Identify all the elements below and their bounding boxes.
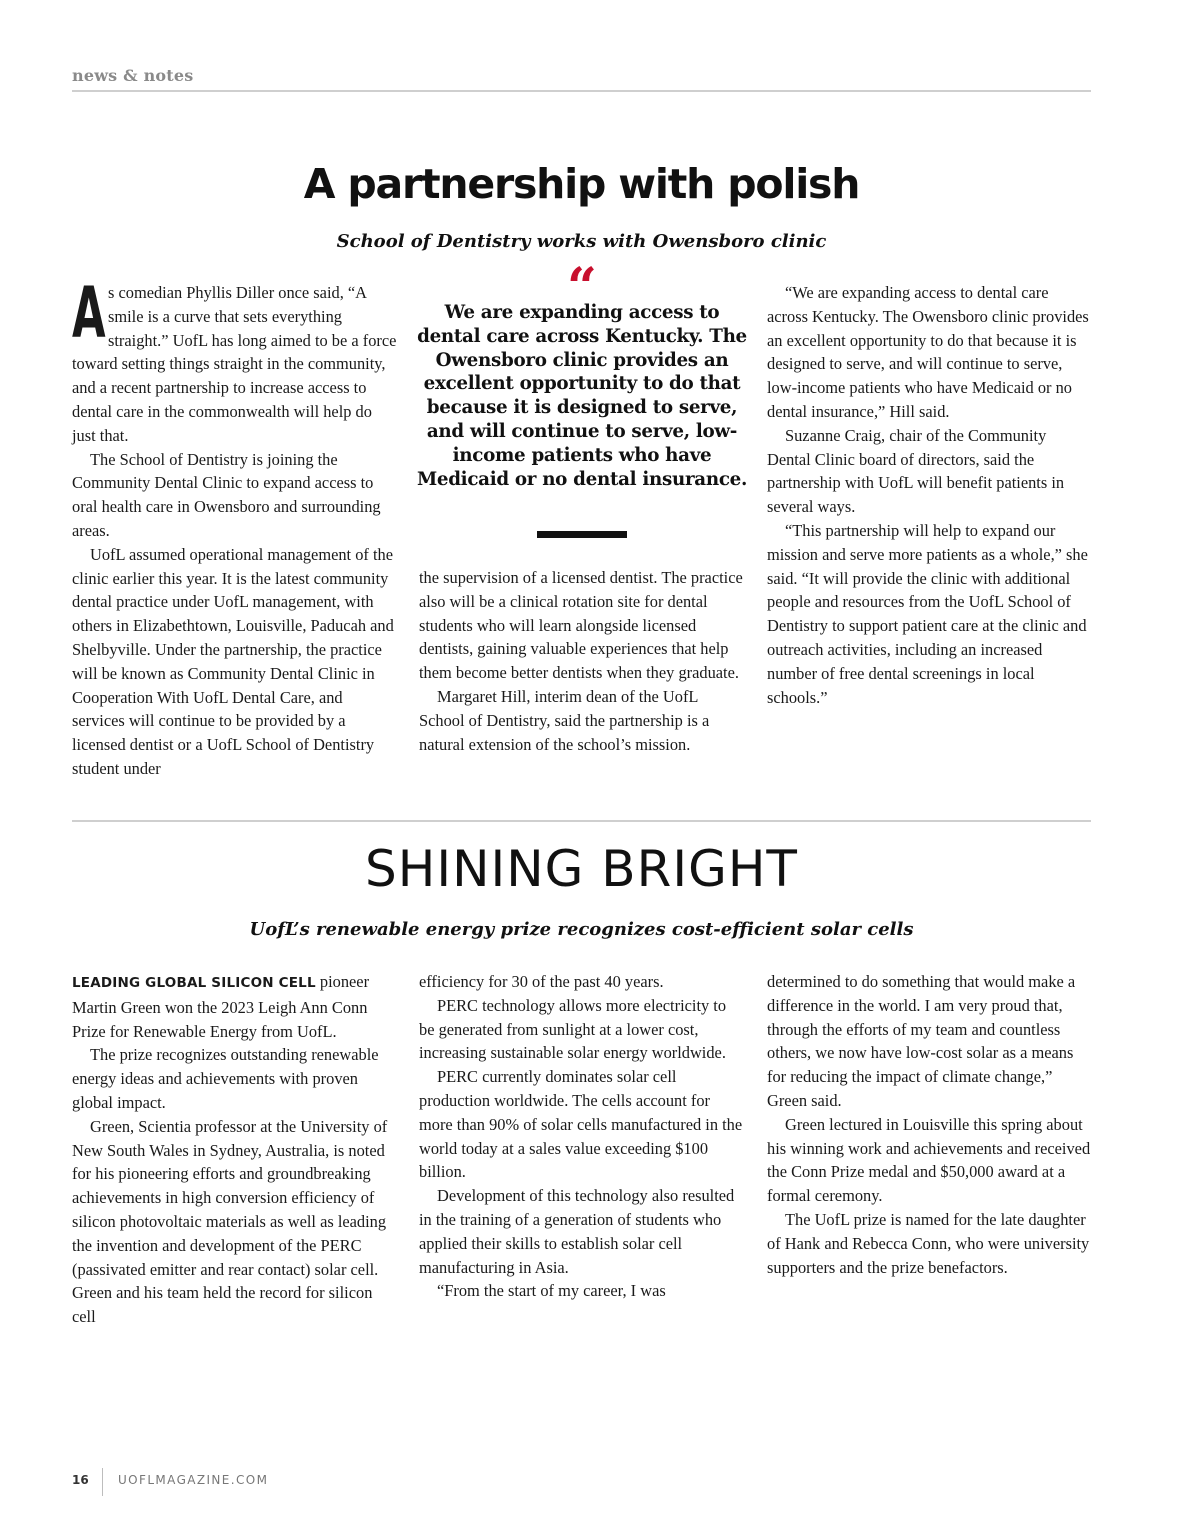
article2-col1-para-1 bbox=[72, 970, 398, 1043]
article2-col3-para-2: Green lectured in Louisville this spring about his winning work and achievements and received the Conn Prize medal and $50,000 award at a formal ceremony. bbox=[767, 1114, 1091, 1206]
article2-col2-para-3: PERC currently dominates solar cell production worldwide. The cells account for more than 90% of solar cells manufactured in the world today at a sales value exceeding $100 billion. bbox=[419, 1067, 743, 1182]
article-divider bbox=[72, 820, 1091, 822]
pull-quote-bar bbox=[537, 531, 627, 538]
article2-col3-para-3: The UofL prize is named for the late daughter of Hank and Rebecca Conn, who were university supporters and the prize benefactors. bbox=[767, 1209, 1090, 1277]
article2-col3-para-1: determined to do something that would make a difference in the world. I am very proud that, through the efforts of my team and countless others, we now have low-cost solar as a means for reducing the impact of climate change,” Green said. bbox=[767, 972, 1076, 1110]
article2-subtitle: UofL’s renewable energy prize recognizes cost-efficient solar cells bbox=[249, 919, 914, 940]
article1-col2-para-2: Margaret Hill, interim dean of the UofL School of Dentistry, said the partnership is a natural extension of the school’s mission. bbox=[419, 686, 710, 754]
article2-col2-para-4: Development of this technology also resulted in the training of a generation of students who applied their skills to establish solar cell manufacturing in Asia. bbox=[419, 1186, 735, 1277]
article2-col2-para-1: efficiency for 30 of the past 40 years. bbox=[419, 972, 664, 991]
article2-column-3 bbox=[767, 970, 1093, 1279]
article2-col2-para-5: “From the start of my career, I was bbox=[437, 1281, 666, 1301]
article1-column-1 bbox=[72, 272, 398, 781]
article1-col1-para-1 bbox=[72, 272, 398, 448]
article1-subtitle: School of Dentistry works with Owensboro clinic bbox=[336, 231, 827, 252]
article1-column-3 bbox=[767, 281, 1093, 709]
article1-col1-para-3: UofL assumed operational management of the clinic earlier this year. It is the latest community dental practice under UofL management, with others in Elizabethtown, Louisville, Paducah and Shelbyville. Under the partnership, the practice will be known as Community Dental Clinic in Cooperation With UofL Dental Care, and services will continue to be provided by a licensed dentist or a UofL School of Dentistry student under bbox=[72, 544, 394, 778]
article2-col2-para-2: PERC technology allows more electricity to be generated from sunlight at a lower cost, increasing sustainable solar energy worldwide. bbox=[419, 995, 727, 1063]
article2-col1-para-3: Green, Scientia professor at the University of New South Wales in Sydney, Australia, is noted for his pioneering efforts and groundbreaking achievements in high conversion efficiency of silicon photovoltaic materials as well as leading the invention and development of the PERC (passivated emitter and rear contact) solar cell. Green and his team held the record for silicon cell bbox=[72, 1116, 388, 1327]
footer-separator bbox=[102, 1468, 103, 1496]
top-divider bbox=[72, 90, 1091, 92]
article1-col1-para-2: The School of Dentistry is joining the Community Dental Clinic to expand access to oral health care in Owensboro and surrounding areas. bbox=[72, 449, 381, 540]
article1-title: A partnership with polish bbox=[303, 160, 860, 208]
footer-site-link[interactable]: UOFLMAGAZINE.COM bbox=[118, 1473, 269, 1487]
article2-column-1 bbox=[72, 970, 398, 1329]
drop-cap: A bbox=[72, 272, 106, 354]
section-label: news & notes bbox=[72, 66, 194, 85]
article2-col1-para-2: The prize recognizes outstanding renewable energy ideas and achievements with proven global impact. bbox=[72, 1045, 379, 1112]
quote-mark-icon: “ bbox=[567, 257, 597, 318]
pull-quote: We are expanding access to dental care across Kentucky. The Owensboro clinic provides an excellent opportunity to do that because it is designed to serve, and will continue to serve, low-income patients who have Medicaid or no dental insurance. bbox=[416, 302, 748, 490]
article1-col3-para-1: “We are expanding access to dental care across Kentucky. The Owensboro clinic provides an excellent opportunity to do that because it is designed to serve, and will continue to serve, low-income patients who have Medicaid or no dental insurance,” Hill said. bbox=[767, 283, 1089, 421]
page-number: 16 bbox=[72, 1473, 89, 1487]
article1-col2-para-1: the supervision of a licensed dentist. The practice also will be a clinical rotation site for dental students who will learn alongside licensed dentists, gaining valuable experiences that help them become better dentists when they graduate. bbox=[419, 568, 743, 683]
article1-col3-para-2: Suzanne Craig, chair of the Community Dental Clinic board of directors, said the partnership with UofL will benefit patients in several ways. bbox=[767, 425, 1065, 517]
article2-title: SHINING BRIGHT bbox=[365, 840, 798, 898]
article1-col1-para-1-text: s comedian Phyllis Diller once said, “A smile is a curve that sets everything straight.” UofL has long aimed to be a force toward setting things straight in the community, and a recent partnership to increase access to dental care in the commonwealth will help do just that. bbox=[72, 283, 397, 445]
lead-in: LEADING GLOBAL SILICON CELL bbox=[72, 975, 316, 991]
article1-col3-para-3: “This partnership will help to expand our mission and serve more patients as a whole,” she said. “It will provide the clinic with additional people and resources from the UofL School of Dentistry to support patient care at the clinic and outreach activities, including an increased number of free dental screenings in local schools.” bbox=[767, 520, 1088, 707]
article2-column-2 bbox=[419, 970, 745, 1303]
article1-column-2 bbox=[419, 566, 745, 756]
article2-col1-para-1-text: pioneer Martin Green won the 2023 Leigh Ann Conn Prize for Renewable Energy from UofL. bbox=[72, 972, 370, 1041]
